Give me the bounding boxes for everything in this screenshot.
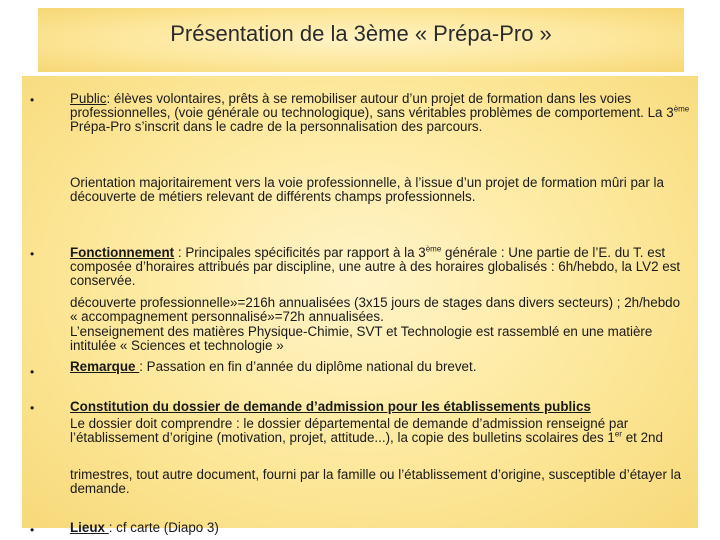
fonctionnement-text-2: générale : Une partie de l’E. du T. est composée d’horaires attribués par discipline, une autre à des horaires globalisés : 6h/hebdo, la LV2 est conservée. — [70, 245, 681, 289]
remarque-paragraph — [70, 360, 690, 374]
content-panel — [22, 76, 698, 537]
lieux-paragraph — [70, 521, 690, 535]
remarque-text: : Passation en fin d’année du diplôme national du brevet. — [139, 359, 477, 374]
enseignement-paragraph: L’enseignement des matières Physique-Chimie, SVT et Technologie est rassemblé en une matière intitulée « Sciences et technologie » — [70, 324, 653, 354]
bullet-lieux: • — [30, 523, 35, 537]
constitution-text-2: et 2nd — [621, 430, 663, 446]
bullet-public: • — [30, 93, 35, 107]
fonctionnement-paragraph — [70, 246, 690, 289]
bullet-constitution: • — [30, 401, 35, 415]
constitution-text-1: Le dossier doit comprendre : le dossier départemental de demande d’admission renseigné par l’établissement d’origine (motivation, projet, attitude...), la copie des bulletins scolaires des 1 — [70, 416, 629, 446]
lieux-label: Lieux — [70, 520, 109, 535]
bullet-fonctionnement: • — [30, 247, 35, 261]
public-text-1: : élèves volontaires, prêts à se remobiliser autour d’un projet de formation dans les voies professionnelles, (voie générale ou technologique), sans véritables problèmes de comportement. La 3 — [70, 91, 674, 121]
fonctionnement-text-1: : Principales spécificités par rapport à la 3 — [174, 245, 426, 260]
decouverte-paragraph: découverte professionnelle»=216h annualisées (3x15 jours de stages dans divers secteurs) ; 2h/hebdo « accompagnement personnalisé»=72h annualisées. — [70, 295, 681, 325]
constitution-sup: er — [614, 429, 622, 439]
remarque-label: Remarque — [70, 359, 140, 374]
bullet-remarque: • — [30, 365, 35, 379]
constitution-heading — [70, 400, 694, 414]
slide-title: Présentation de la 3ème « Prépa-Pro » — [170, 21, 552, 46]
constitution-label: Constitution du dossier de demande d’admission pour les établissements publics — [70, 399, 591, 414]
title-panel — [38, 8, 684, 72]
public-sup: ème — [673, 104, 690, 114]
fonctionnement-sup: ème — [425, 244, 442, 254]
public-label: Public — [70, 91, 107, 106]
fonctionnement-label: Fonctionnement — [70, 245, 175, 260]
public-paragraph — [70, 92, 690, 135]
constitution-paragraph — [70, 417, 690, 445]
public-text-2: Prépa-Pro s’inscrit dans le cadre de la personnalisation des parcours. — [70, 119, 483, 135]
orientation-paragraph: Orientation majoritairement vers la voie professionnelle, à l’issue d’un projet de formation mûri par la découverte de métiers relevant de différents champs professionnels. — [70, 175, 664, 205]
constitution-paragraph-2: trimestres, tout autre document, fourni par la famille ou l’établissement d’origine, susceptible d’étayer la demande. — [70, 467, 682, 497]
lieux-text: : cf carte (Diapo 3) — [108, 520, 219, 535]
